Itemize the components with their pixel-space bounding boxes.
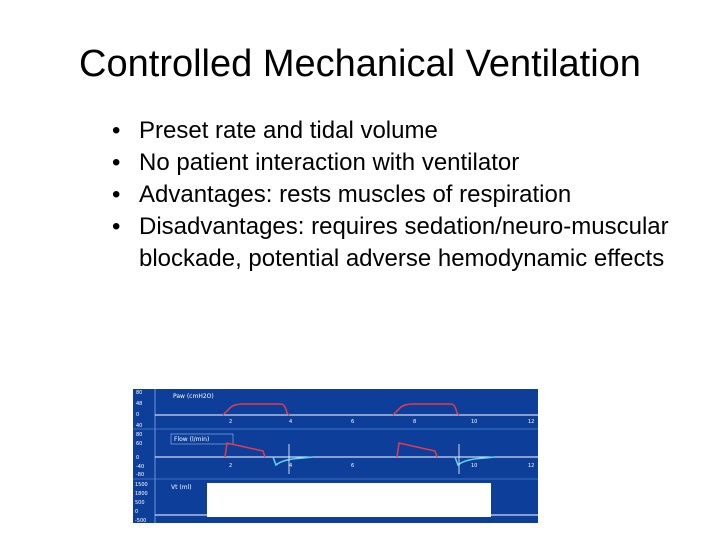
volume-tick: 1800 xyxy=(135,491,148,497)
bullet-item: • Advantages: rests muscles of respiration xyxy=(112,179,672,211)
cover-patch xyxy=(207,483,491,517)
flow-inspiration-1 xyxy=(225,443,265,457)
bullet-list xyxy=(112,115,672,275)
time-tick: 2 xyxy=(229,419,233,425)
time-tick: 6 xyxy=(351,419,355,425)
time-tick: 12 xyxy=(528,419,535,425)
time-tick: 12 xyxy=(528,463,535,469)
time-tick: 4 xyxy=(289,419,293,425)
flow-tick: -80 xyxy=(136,472,145,478)
pressure-waveform-1 xyxy=(223,404,289,415)
volume-tick: -500 xyxy=(135,518,147,523)
pressure-tick: 40 xyxy=(136,423,143,429)
bullet-item: • Preset rate and tidal volume xyxy=(112,115,672,147)
pressure-panel-label: Paw (cmH2O) xyxy=(173,393,214,400)
bullet-item: • No patient interaction with ventilator xyxy=(112,147,672,179)
volume-tick: 1500 xyxy=(135,482,148,488)
volume-panel-label: Vt (ml) xyxy=(171,484,192,491)
time-tick: 6 xyxy=(351,463,355,469)
bullet-item: • Disadvantages: requires sedation/neuro-muscular blockade, potential adverse hemodynamic effects xyxy=(112,211,672,275)
flow-tick: -40 xyxy=(136,464,145,470)
time-tick: 10 xyxy=(471,419,478,425)
time-tick: 8 xyxy=(413,419,417,425)
pressure-tick: 48 xyxy=(136,401,143,407)
flow-inspiration-2 xyxy=(397,443,437,457)
flow-tick: 80 xyxy=(136,432,143,438)
time-tick: 2 xyxy=(229,463,233,469)
ventilator-screen-photo xyxy=(133,389,538,523)
pressure-tick: 80 xyxy=(136,390,143,396)
volume-tick: 500 xyxy=(135,500,145,506)
flow-expiration-1 xyxy=(273,457,313,465)
volume-tick: 0 xyxy=(135,509,139,515)
slide-title: Controlled Mechanical Ventilation xyxy=(79,43,641,85)
time-tick: 4 xyxy=(289,463,293,469)
time-tick: 10 xyxy=(471,463,478,469)
pressure-waveform-2 xyxy=(393,404,459,415)
flow-tick: 0 xyxy=(136,455,140,461)
flow-tick: 60 xyxy=(136,441,143,447)
pressure-tick: 0 xyxy=(136,412,140,418)
flow-panel-label: Flow (l/min) xyxy=(174,436,210,443)
